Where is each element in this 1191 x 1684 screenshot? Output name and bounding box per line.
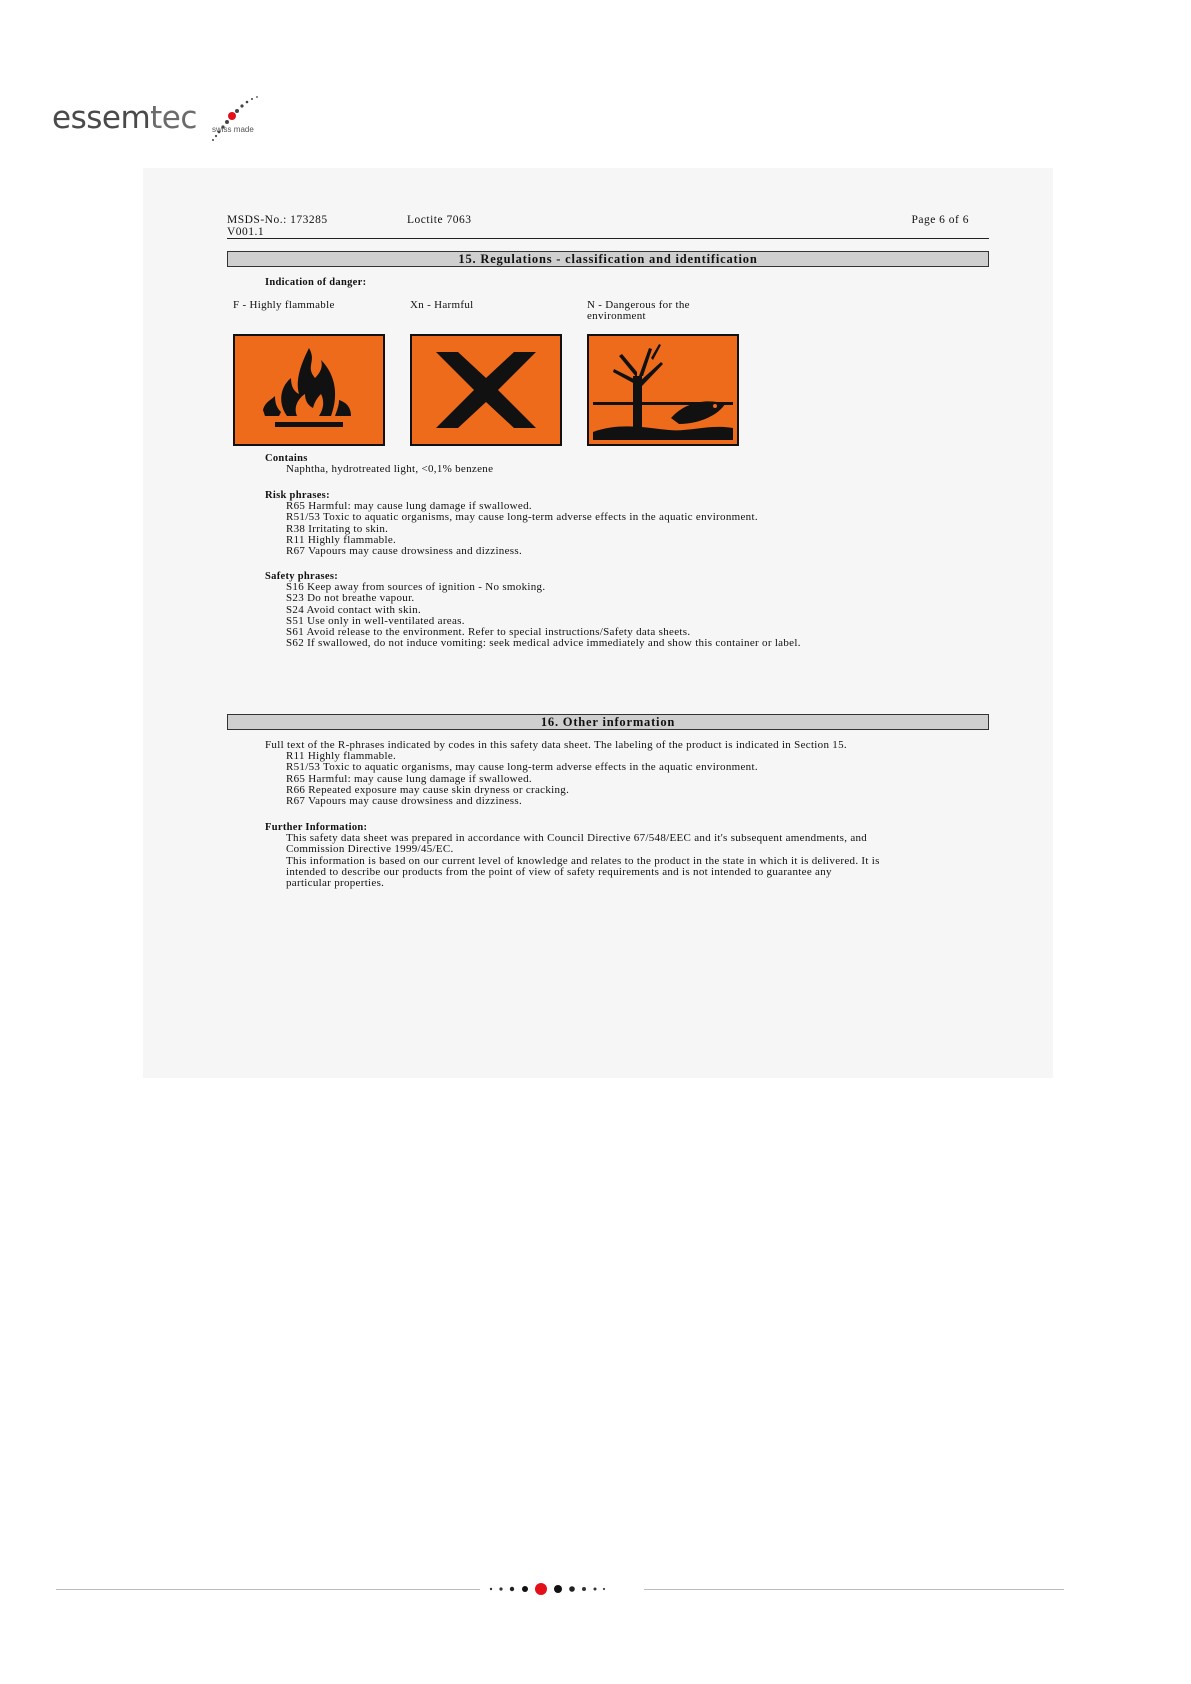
safety-phrase: S23 Do not breathe vapour. [286, 592, 415, 605]
risk-heading: Risk phrases: [265, 490, 330, 501]
further-info-block [265, 822, 880, 889]
indication-heading: Indication of danger: [265, 277, 367, 288]
footer-line-right [644, 1589, 1064, 1590]
logo-wordmark: essemtec [52, 100, 197, 136]
logo-tagline: swiss made [212, 125, 254, 134]
msds-sheet [227, 210, 989, 890]
msds-header [227, 210, 989, 239]
safety-phrase: S51 Use only in well-ventilated areas. [286, 614, 465, 627]
section-16-title: 16. Other information [227, 714, 989, 730]
r-phrase: R67 Vapours may cause drowsiness and dizziness. [286, 795, 522, 808]
risk-phrase: R11 Highly flammable. [286, 533, 397, 546]
other-info-block [265, 740, 847, 807]
logo-dot-arc-icon [172, 94, 282, 149]
contains-heading: Contains [265, 453, 308, 464]
contains-block [265, 453, 493, 475]
msds-version: V001.1 [227, 226, 265, 238]
msds-number: MSDS-No.: 173285 [227, 214, 328, 226]
essemtec-logo [52, 100, 272, 160]
pictogram-label-environment: N - Dangerous for the environment [587, 299, 690, 322]
r-phrase: R51/53 Toxic to aquatic organisms, may cause long-term adverse effects in the aquatic environment. [286, 761, 758, 774]
safety-heading: Safety phrases: [265, 571, 339, 582]
product-name: Loctite 7063 [407, 214, 472, 226]
footer-line-left [56, 1589, 480, 1590]
section-15-title: 15. Regulations - classification and identification [227, 251, 989, 267]
risk-phrase: R51/53 Toxic to aquatic organisms, may cause long-term adverse effects in the aquatic environment. [286, 511, 758, 524]
further-line: particular properties. [286, 877, 385, 890]
flame-icon [233, 334, 385, 446]
r-phrase: R11 Highly flammable. [286, 750, 397, 763]
risk-phrase: R38 Irritating to skin. [286, 522, 389, 535]
further-line: This information is based on our current level of knowledge and relates to the product in the state in which it is delivered. It is [286, 854, 880, 867]
further-line: This safety data sheet was prepared in accordance with Council Directive 67/548/EEC and it's subsequent amendments, and [286, 832, 868, 845]
further-line: intended to describe our products from the point of view of safety requirements and is not intended to guarantee any [286, 865, 832, 878]
further-heading: Further Information: [265, 822, 368, 833]
pictogram-label-harmful: Xn - Harmful [410, 299, 474, 311]
risk-phrase: R65 Harmful: may cause lung damage if swallowed. [286, 500, 532, 513]
r-phrases-intro: Full text of the R-phrases indicated by codes in this safety data sheet. The labeling of the product is indicated in Section 15. [265, 739, 847, 751]
further-line: Commission Directive 1999/45/EC. [286, 843, 454, 856]
page-number: Page 6 of 6 [911, 214, 969, 226]
risk-phrase: R67 Vapours may cause drowsiness and dizziness. [286, 545, 522, 558]
footer-dots-icon [487, 1580, 637, 1598]
safety-phrase: S62 If swallowed, do not induce vomiting: seek medical advice immediately and show this container or label. [286, 637, 801, 650]
safety-phrase: S61 Avoid release to the environment. Refer to special instructions/Safety data sheets. [286, 626, 691, 639]
safety-phrases-block [265, 571, 801, 649]
safety-phrase: S24 Avoid contact with skin. [286, 603, 421, 616]
environment-hazard-icon [587, 334, 739, 446]
risk-phrases-block [265, 490, 758, 557]
r-phrase: R65 Harmful: may cause lung damage if swallowed. [286, 772, 532, 785]
safety-phrase: S16 Keep away from sources of ignition - No smoking. [286, 581, 546, 594]
pictogram-label-flammable: F - Highly flammable [233, 299, 335, 311]
cross-icon [410, 334, 562, 446]
r-phrase: R66 Repeated exposure may cause skin dryness or cracking. [286, 783, 570, 796]
contains-text: Naphtha, hydrotreated light, <0,1% benzene [286, 463, 494, 476]
